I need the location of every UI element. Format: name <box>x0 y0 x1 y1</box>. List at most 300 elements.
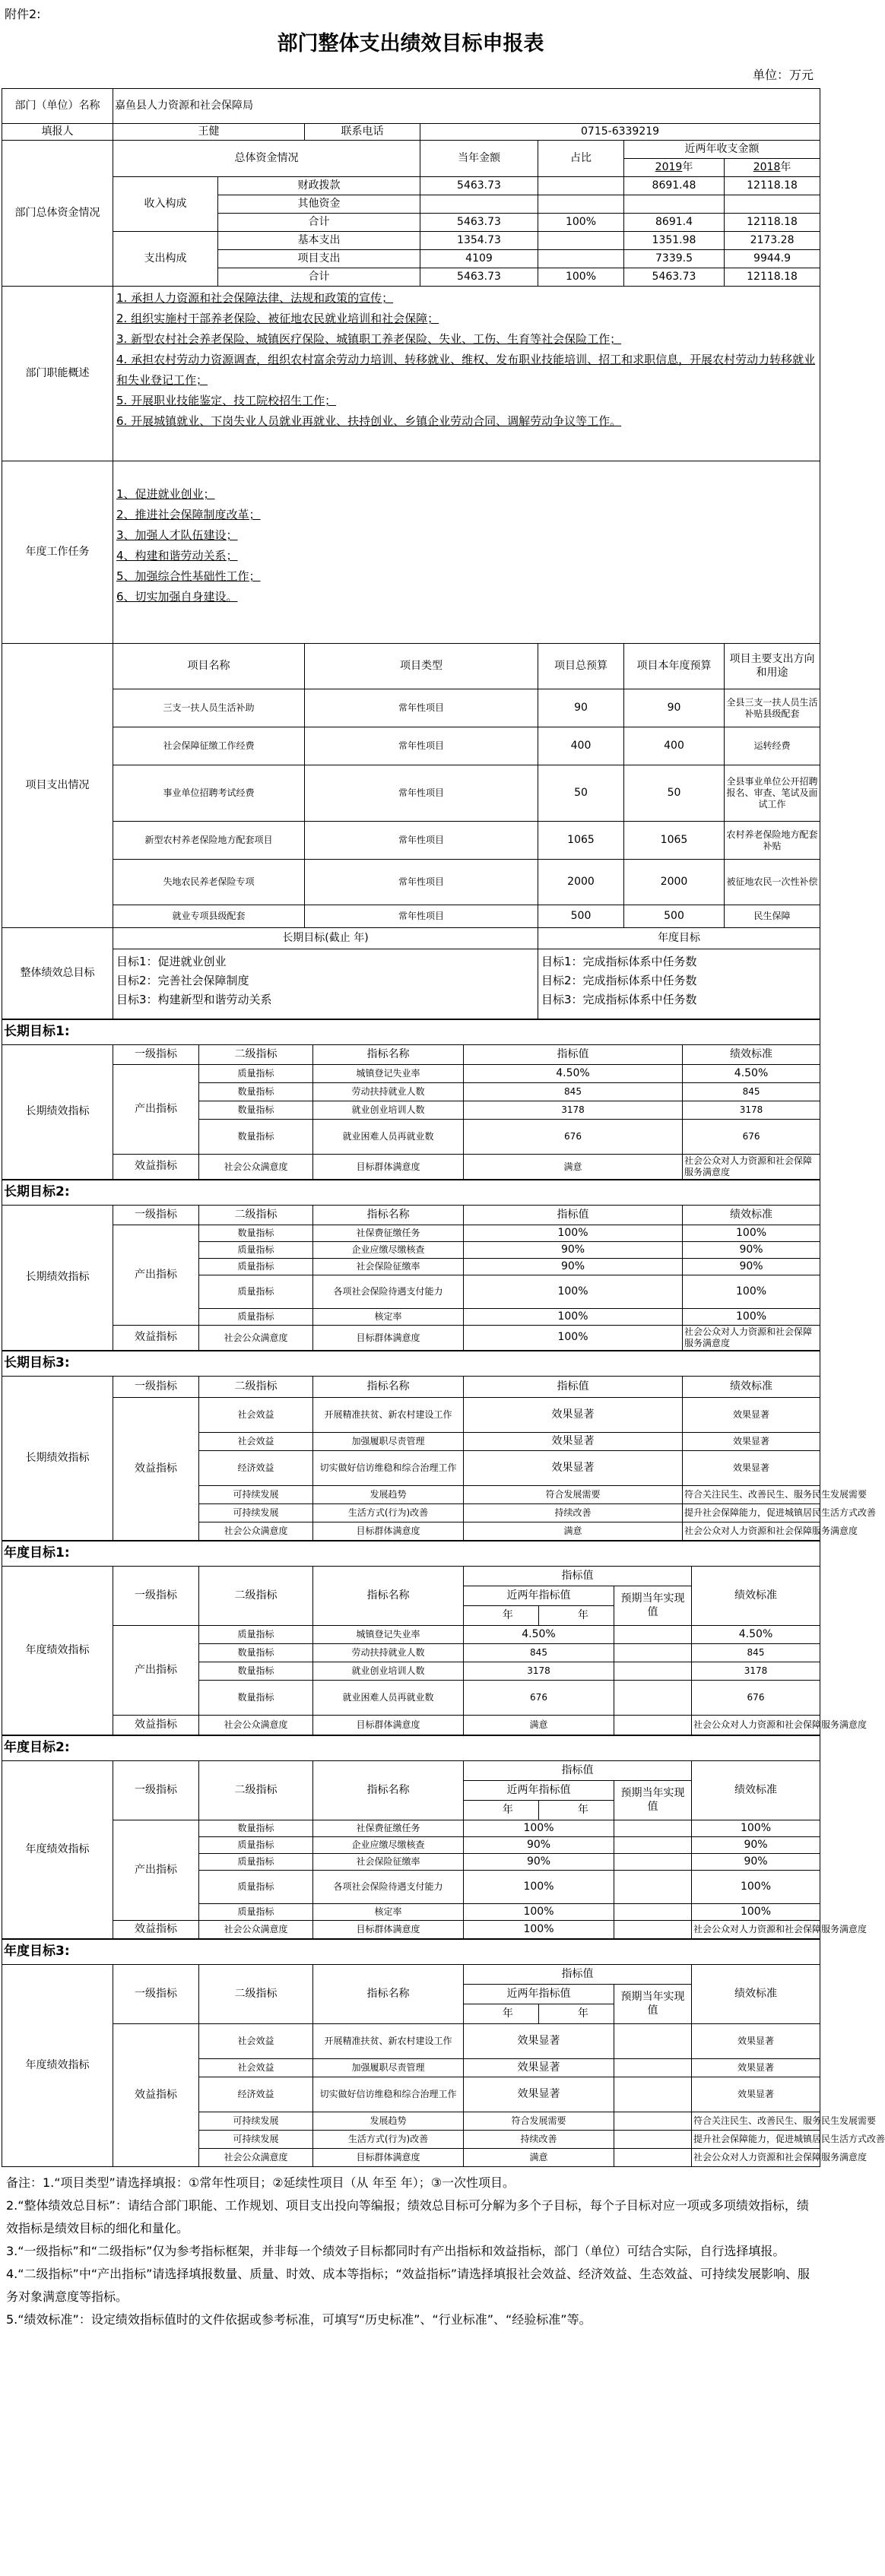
project-row <box>2 727 820 765</box>
indicator-recent: 效果显著 <box>464 2024 614 2059</box>
indicator-name: 开展精准扶贫、新农村建设工作 <box>313 1398 464 1433</box>
project-type: 常年性项目 <box>305 860 538 905</box>
indicator-expected <box>614 1626 692 1644</box>
project-type: 常年性项目 <box>305 822 538 860</box>
project-year: 50 <box>624 765 725 822</box>
year1-header: 2019年 <box>624 159 725 177</box>
indicator-name: 目标群体满意度 <box>313 1921 464 1939</box>
note-item: 5.“绩效标准”：设定绩效指标值时的文件依据或参考标准，可填写“历史标准”、“行业标准”、“经验标准”等。 <box>6 2312 592 2327</box>
project-col-use: 项目主要支出方向和用途 <box>725 644 820 689</box>
project-use: 运转经费 <box>725 727 820 765</box>
benefit-indicator-label: 效益指标 <box>113 1921 199 1939</box>
indicator-recent: 845 <box>464 1644 614 1662</box>
project-year: 2000 <box>624 860 725 905</box>
indicator-l2: 质量指标 <box>199 1309 313 1326</box>
funds-row-y1: 8691.48 <box>624 177 725 195</box>
indicator-expected <box>614 2131 692 2149</box>
note-item: 2.“整体绩效总目标”：请结合部门职能、工作规划、项目支出投向等编报；绩效总目标可分解为多个子目标，每个子目标对应一项或多项绩效指标，绩效指标是绩效目标的细化和量化。 <box>6 2198 809 2235</box>
indicator-l2: 社会公众满意度 <box>199 1155 313 1180</box>
level1-header: 一级指标 <box>113 1045 199 1065</box>
funds-row-ratio: 100% <box>538 214 624 232</box>
indicator-value-header: 指标值 <box>464 1761 692 1781</box>
indicator-l2: 质量指标 <box>199 1275 313 1309</box>
indicator-value: 4.50% <box>464 1065 683 1083</box>
year-blank-2: 年 <box>539 2004 614 2024</box>
indicator-name: 各项社会保险待遇支付能力 <box>313 1275 464 1309</box>
indicator-l2: 数量指标 <box>199 1083 313 1101</box>
funds-row-name: 其他资金 <box>218 195 420 214</box>
indicator-name: 开展精准扶贫、新农村建设工作 <box>313 2024 464 2059</box>
year2-header: 2018年 <box>725 159 820 177</box>
funds-row <box>2 177 820 195</box>
long-goal-item: 目标3：构建新型和谐劳动关系 <box>116 993 272 1006</box>
indicator-l2: 社会公众满意度 <box>199 1522 313 1541</box>
indicator-l2: 数量指标 <box>199 1225 313 1242</box>
indicator-l2: 社会效益 <box>199 1398 313 1433</box>
notes <box>2 2167 820 2331</box>
indicator-standard: 100% <box>683 1225 820 1242</box>
indicator-expected <box>614 2059 692 2077</box>
project-year: 500 <box>624 905 725 928</box>
expected-value-header: 预期当年实现值 <box>614 1586 692 1626</box>
annual-target-3-table <box>2 1939 885 2167</box>
expected-value-header: 预期当年实现值 <box>614 1985 692 2024</box>
annual-target-3-title: 年度目标3: <box>2 1940 820 1965</box>
indicator-name: 切实做好信访维稳和综合治理工作 <box>313 2077 464 2112</box>
indicator-name: 目标群体满意度 <box>313 1522 464 1541</box>
long-target-1-table <box>2 1019 820 1180</box>
indicator-standard: 社会公众对人力资源和社会保障服务满意度 <box>692 2149 820 2167</box>
indicator-standard: 效果显著 <box>692 2077 820 2112</box>
indicator-value: 符合发展需要 <box>464 1486 683 1504</box>
expected-value-header: 预期当年实现值 <box>614 1781 692 1820</box>
long-goal-item: 目标1：促进就业创业 <box>116 955 227 968</box>
level2-header: 二级指标 <box>199 1567 313 1626</box>
project-type: 常年性项目 <box>305 689 538 727</box>
indicator-standard: 90% <box>692 1837 820 1854</box>
indicator-recent: 4.50% <box>464 1626 614 1644</box>
indicator-expected <box>614 1662 692 1681</box>
project-year: 400 <box>624 727 725 765</box>
project-row <box>2 860 820 905</box>
indicator-row <box>2 1820 820 1837</box>
indicator-value: 3178 <box>464 1101 683 1120</box>
indicator-l2: 可持续发展 <box>199 2112 313 2131</box>
indicator-name: 核定率 <box>313 1904 464 1921</box>
income-label: 收入构成 <box>113 177 218 232</box>
project-row <box>2 765 820 822</box>
indicator-recent: 效果显著 <box>464 2077 614 2112</box>
project-row <box>2 905 820 928</box>
note-item: 4.“二级指标”中“产出指标”请选择填报数量、质量、时效、成本等指标；“效益指标”请选择填报社会效益、经济效益、生态效益、可持续发展影响、服务对象满意度等指标。 <box>6 2267 810 2304</box>
indicator-row <box>2 1921 820 1939</box>
funds-row-name: 财政拨款 <box>218 177 420 195</box>
indicator-standard: 效果显著 <box>683 1433 820 1451</box>
project-year: 1065 <box>624 822 725 860</box>
funds-row-ratio: 100% <box>538 268 624 287</box>
funds-row-amount: 5463.73 <box>420 268 538 287</box>
indicator-l2: 质量指标 <box>199 1854 313 1871</box>
indicator-standard: 符合关注民生、改善民生、服务民生发展需要 <box>692 2112 820 2131</box>
indicator-expected <box>614 1921 692 1939</box>
project-col-year: 项目本年度预算 <box>624 644 725 689</box>
indicator-name: 劳动扶持就业人数 <box>313 1644 464 1662</box>
funds-row-y1: 7339.5 <box>624 250 725 268</box>
year-blank-2: 年 <box>539 1801 614 1820</box>
indicator-value: 效果显著 <box>464 1451 683 1486</box>
long-goal-item: 目标2：完善社会保障制度 <box>116 974 249 987</box>
indicator-name-header: 指标名称 <box>313 1045 464 1065</box>
indicator-value: 持续改善 <box>464 1504 683 1522</box>
funds-row-amount: 5463.73 <box>420 214 538 232</box>
indicator-expected <box>614 1644 692 1662</box>
duty-item: 6. 开展城镇就业、下岗失业人员就业再就业、扶持创业、乡镇企业劳动合同、调解劳动争议等工作。 <box>116 414 622 428</box>
unit-label: 单位：万元 <box>752 68 814 82</box>
project-year: 90 <box>624 689 725 727</box>
indicator-l2: 质量指标 <box>199 1837 313 1854</box>
indicator-standard: 100% <box>692 1904 820 1921</box>
indicator-expected <box>614 1681 692 1716</box>
year-blank-2: 年 <box>539 1606 614 1626</box>
long-indicator-label: 长期绩效指标 <box>2 1045 113 1180</box>
project-col-name: 项目名称 <box>113 644 305 689</box>
funds-row-amount: 5463.73 <box>420 177 538 195</box>
recent-value-header: 近两年指标值 <box>464 1586 614 1606</box>
annual-target-1-table <box>2 1541 868 1735</box>
ratio-header: 占比 <box>538 141 624 177</box>
indicator-expected <box>614 2112 692 2131</box>
dept-row <box>2 89 820 124</box>
indicator-name: 企业应缴尽缴核查 <box>313 1242 464 1259</box>
indicator-name-header: 指标名称 <box>313 1761 464 1820</box>
indicator-standard: 845 <box>683 1083 820 1101</box>
indicator-recent: 满意 <box>464 1716 614 1735</box>
standard-header: 绩效标准 <box>692 1567 820 1626</box>
task-item: 2、推进社会保障制度改革； <box>116 508 261 521</box>
indicator-value-header: 指标值 <box>464 1377 683 1398</box>
long-target-2-table <box>2 1180 820 1351</box>
funds-section-label: 部门总体资金情况 <box>2 141 113 287</box>
indicator-value: 100% <box>464 1309 683 1326</box>
indicator-name: 目标群体满意度 <box>313 1155 464 1180</box>
indicator-row <box>2 1716 820 1735</box>
level2-header: 二级指标 <box>199 1761 313 1820</box>
funds-row-amount: 4109 <box>420 250 538 268</box>
funds-row-amount: 1354.73 <box>420 232 538 250</box>
recent-value-header: 近两年指标值 <box>464 1985 614 2004</box>
funds-row-ratio <box>538 232 624 250</box>
level2-header: 二级指标 <box>199 1045 313 1065</box>
duty-item: 5. 开展职业技能鉴定、技工院校招生工作； <box>116 394 337 407</box>
indicator-recent: 90% <box>464 1854 614 1871</box>
task-item: 5、加强综合性基础性工作； <box>116 569 261 583</box>
indicator-name: 城镇登记失业率 <box>313 1065 464 1083</box>
indicator-value: 100% <box>464 1326 683 1351</box>
recent-years-header: 近两年收支金额 <box>624 141 820 159</box>
indicator-row <box>2 1398 820 1433</box>
project-total: 2000 <box>538 860 624 905</box>
project-name: 三支一扶人员生活补助 <box>113 689 305 727</box>
indicator-standard: 100% <box>692 1871 820 1904</box>
annual-indicator-label: 年度绩效指标 <box>2 1761 113 1939</box>
indicator-standard: 社会公众对人力资源和社会保障服务满意度 <box>692 1921 820 1939</box>
long-goal-header: 长期目标(截止 年) <box>113 928 538 949</box>
long-goals <box>113 949 538 1019</box>
benefit-indicator-label: 效益指标 <box>113 2024 199 2167</box>
indicator-standard: 4.50% <box>692 1626 820 1644</box>
indicator-row <box>2 1326 820 1351</box>
project-use: 全县事业单位公开招聘报名、审查、笔试及面试工作 <box>725 765 820 822</box>
indicator-name: 生活方式(行为)改善 <box>313 2131 464 2149</box>
indicator-standard: 90% <box>692 1854 820 1871</box>
indicator-recent: 100% <box>464 1904 614 1921</box>
main-table <box>2 88 820 1019</box>
indicator-name: 就业创业培训人数 <box>313 1101 464 1120</box>
indicator-value: 效果显著 <box>464 1398 683 1433</box>
indicator-l2: 数量指标 <box>199 1120 313 1155</box>
page-title: 部门整体支出绩效目标申报表 <box>277 32 544 55</box>
output-indicator-label: 产出指标 <box>113 1820 199 1921</box>
indicator-row <box>2 1065 820 1083</box>
indicator-expected <box>614 1820 692 1837</box>
indicator-value: 100% <box>464 1275 683 1309</box>
duties-list <box>113 287 820 461</box>
indicator-l2: 数量指标 <box>199 1662 313 1681</box>
indicator-standard: 社会公众对人力资源和社会保障服务满意度 <box>683 1326 820 1351</box>
indicator-expected <box>614 1854 692 1871</box>
note-item: 备注：1.“项目类型”请选择填报：①常年性项目；②延续性项目（从 年至 年）；③一次性项目。 <box>6 2175 515 2190</box>
indicator-expected <box>614 2024 692 2059</box>
indicator-value: 满意 <box>464 1155 683 1180</box>
funds-row-name: 基本支出 <box>218 232 420 250</box>
funds-row-y1 <box>624 195 725 214</box>
level2-header: 二级指标 <box>199 1965 313 2024</box>
indicator-row <box>2 1155 820 1180</box>
indicator-recent: 满意 <box>464 2149 614 2167</box>
dept-label: 部门（单位）名称 <box>2 89 113 124</box>
indicator-standard: 845 <box>692 1644 820 1662</box>
note-item: 3.“一级指标”和“二级指标”仅为参考指标框架，并非每一个绩效子目标都同时有产出指标和效益指标，部门（单位）可结合实际，自行选择填报。 <box>6 2244 785 2258</box>
indicator-standard: 90% <box>683 1242 820 1259</box>
indicator-recent: 90% <box>464 1837 614 1854</box>
project-row <box>2 822 820 860</box>
duty-item: 2. 组织实施村干部养老保险、被征地农民就业培训和社会保障； <box>116 312 439 325</box>
indicator-standard: 3178 <box>692 1662 820 1681</box>
indicator-standard: 100% <box>683 1275 820 1309</box>
indicator-value: 845 <box>464 1083 683 1101</box>
benefit-indicator-label: 效益指标 <box>113 1398 199 1541</box>
indicator-name: 各项社会保险待遇支付能力 <box>313 1871 464 1904</box>
indicator-name: 目标群体满意度 <box>313 1716 464 1735</box>
project-total: 400 <box>538 727 624 765</box>
tasks-label: 年度工作任务 <box>2 461 113 644</box>
long-target-3-title: 长期目标3: <box>2 1351 820 1377</box>
funds-row-y2: 2173.28 <box>725 232 820 250</box>
annual-goals <box>538 949 820 1019</box>
indicator-row <box>2 1626 820 1644</box>
indicator-value: 90% <box>464 1259 683 1275</box>
indicator-l2: 社会效益 <box>199 2024 313 2059</box>
task-item: 6、切实加强自身建设。 <box>116 590 238 604</box>
project-total: 90 <box>538 689 624 727</box>
indicator-value-header: 指标值 <box>464 1965 692 1985</box>
indicator-name: 企业应缴尽缴核查 <box>313 1837 464 1854</box>
funds-row-y2: 12118.18 <box>725 214 820 232</box>
project-col-total: 项目总预算 <box>538 644 624 689</box>
overall-funds-label: 总体资金情况 <box>113 141 420 177</box>
indicator-l2: 质量指标 <box>199 1242 313 1259</box>
long-target-1-title: 长期目标1: <box>2 1020 820 1045</box>
standard-header: 绩效标准 <box>683 1377 820 1398</box>
annual-target-2-title: 年度目标2: <box>2 1736 820 1761</box>
indicator-recent: 效果显著 <box>464 2059 614 2077</box>
project-name: 新型农村养老保险地方配套项目 <box>113 822 305 860</box>
indicator-name-header: 指标名称 <box>313 1206 464 1225</box>
indicator-value: 100% <box>464 1225 683 1242</box>
indicator-l2: 数量指标 <box>199 1101 313 1120</box>
annual-goal-item: 目标1：完成指标体系中任务数 <box>541 955 697 968</box>
annual-indicator-label: 年度绩效指标 <box>2 1567 113 1735</box>
indicator-name: 核定率 <box>313 1309 464 1326</box>
indicator-expected <box>614 2149 692 2167</box>
indicator-l2: 可持续发展 <box>199 2131 313 2149</box>
indicator-l2: 社会效益 <box>199 2059 313 2077</box>
funds-row-y2: 9944.9 <box>725 250 820 268</box>
indicator-name: 目标群体满意度 <box>313 2149 464 2167</box>
long-indicator-label: 长期绩效指标 <box>2 1206 113 1351</box>
project-header-row <box>2 644 820 689</box>
indicator-name: 社会保险征缴率 <box>313 1259 464 1275</box>
indicator-l2: 经济效益 <box>199 2077 313 2112</box>
funds-row <box>2 232 820 250</box>
level1-header: 一级指标 <box>113 1567 199 1626</box>
indicator-expected <box>614 2077 692 2112</box>
annual-goal-header: 年度目标 <box>538 928 820 949</box>
benefit-indicator-label: 效益指标 <box>113 1155 199 1180</box>
indicator-l2: 可持续发展 <box>199 1504 313 1522</box>
filler-row <box>2 124 820 141</box>
indicator-standard: 676 <box>692 1681 820 1716</box>
indicator-standard: 676 <box>683 1120 820 1155</box>
year-blank-1: 年 <box>464 1606 539 1626</box>
phone-label: 联系电话 <box>305 124 420 141</box>
standard-header: 绩效标准 <box>692 1965 820 2024</box>
indicator-value-header: 指标值 <box>464 1567 692 1586</box>
year-blank-1: 年 <box>464 2004 539 2024</box>
annual-goal-item: 目标2：完成指标体系中任务数 <box>541 974 697 987</box>
output-indicator-label: 产出指标 <box>113 1065 199 1155</box>
funds-row-y2: 12118.18 <box>725 268 820 287</box>
indicator-name-header: 指标名称 <box>313 1567 464 1626</box>
funds-row-name: 合计 <box>218 268 420 287</box>
project-total: 500 <box>538 905 624 928</box>
indicator-value: 90% <box>464 1242 683 1259</box>
annex-label: 附件2: <box>5 6 41 21</box>
indicator-standard: 符合关注民生、改善民生、服务民生发展需要 <box>683 1486 820 1504</box>
funds-row-y1: 1351.98 <box>624 232 725 250</box>
duties-label: 部门职能概述 <box>2 287 113 461</box>
funds-row-name: 合计 <box>218 214 420 232</box>
project-col-type: 项目类型 <box>305 644 538 689</box>
recent-value-header: 近两年指标值 <box>464 1781 614 1801</box>
output-indicator-label: 产出指标 <box>113 1626 199 1716</box>
indicator-standard: 效果显著 <box>692 2059 820 2077</box>
annual-goal-item: 目标3：完成指标体系中任务数 <box>541 993 697 1006</box>
indicator-l2: 数量指标 <box>199 1820 313 1837</box>
year-blank-1: 年 <box>464 1801 539 1820</box>
current-amount-header: 当年金额 <box>420 141 538 177</box>
indicator-recent: 3178 <box>464 1662 614 1681</box>
project-name: 就业专项县级配套 <box>113 905 305 928</box>
indicator-name: 就业困难人员再就业数 <box>313 1681 464 1716</box>
indicator-name: 劳动扶持就业人数 <box>313 1083 464 1101</box>
task-item: 3、加强人才队伍建设； <box>116 528 238 542</box>
indicator-name: 切实做好信访维稳和综合治理工作 <box>313 1451 464 1486</box>
indicator-l2: 经济效益 <box>199 1451 313 1486</box>
tasks-list <box>113 461 820 644</box>
indicator-value-header: 指标值 <box>464 1206 683 1225</box>
indicator-name: 社保费征缴任务 <box>313 1225 464 1242</box>
indicator-name: 生活方式(行为)改善 <box>313 1504 464 1522</box>
indicator-l2: 质量指标 <box>199 1904 313 1921</box>
indicator-value: 效果显著 <box>464 1433 683 1451</box>
indicator-name: 目标群体满意度 <box>313 1326 464 1351</box>
funds-row-y2: 12118.18 <box>725 177 820 195</box>
funds-row-name: 项目支出 <box>218 250 420 268</box>
indicator-l2: 社会公众满意度 <box>199 1326 313 1351</box>
indicator-standard: 社会公众对人力资源和社会保障服务满意度 <box>683 1155 820 1180</box>
project-name: 失地农民养老保险专项 <box>113 860 305 905</box>
phone-value: 0715-6339219 <box>420 124 820 141</box>
indicator-standard: 社会公众对人力资源和社会保障服务满意度 <box>692 1716 820 1735</box>
level1-header: 一级指标 <box>113 1761 199 1820</box>
indicator-expected <box>614 1716 692 1735</box>
annual-indicator-label: 年度绩效指标 <box>2 1965 113 2167</box>
indicator-recent: 持续改善 <box>464 2131 614 2149</box>
project-use: 全县三支一扶人员生活补贴县级配套 <box>725 689 820 727</box>
project-type: 常年性项目 <box>305 727 538 765</box>
funds-row-ratio <box>538 250 624 268</box>
indicator-expected <box>614 1837 692 1854</box>
indicator-recent: 100% <box>464 1921 614 1939</box>
level2-header: 二级指标 <box>199 1206 313 1225</box>
indicator-standard: 社会公众对人力资源和社会保障服务满意度 <box>683 1522 820 1541</box>
standard-header: 绩效标准 <box>692 1761 820 1820</box>
indicator-name: 社会保险征缴率 <box>313 1854 464 1871</box>
indicator-l2: 社会公众满意度 <box>199 1716 313 1735</box>
indicator-standard: 100% <box>683 1309 820 1326</box>
funds-row-y1: 5463.73 <box>624 268 725 287</box>
level1-header: 一级指标 <box>113 1377 199 1398</box>
indicator-l2: 社会效益 <box>199 1433 313 1451</box>
indicator-name: 发展趋势 <box>313 2112 464 2131</box>
indicator-name: 就业创业培训人数 <box>313 1662 464 1681</box>
funds-row-ratio <box>538 195 624 214</box>
level1-header: 一级指标 <box>113 1965 199 2024</box>
indicator-standard: 效果显著 <box>683 1398 820 1433</box>
indicator-expected <box>614 1871 692 1904</box>
indicator-name: 就业困难人员再就业数 <box>313 1120 464 1155</box>
benefit-indicator-label: 效益指标 <box>113 1716 199 1735</box>
indicator-row <box>2 2024 820 2059</box>
task-item: 4、构建和谐劳动关系； <box>116 549 238 562</box>
indicator-l2: 数量指标 <box>199 1644 313 1662</box>
project-type: 常年性项目 <box>305 905 538 928</box>
level1-header: 一级指标 <box>113 1206 199 1225</box>
indicator-standard: 效果显著 <box>692 2024 820 2059</box>
indicator-standard: 90% <box>683 1259 820 1275</box>
filler-name: 王健 <box>113 124 305 141</box>
